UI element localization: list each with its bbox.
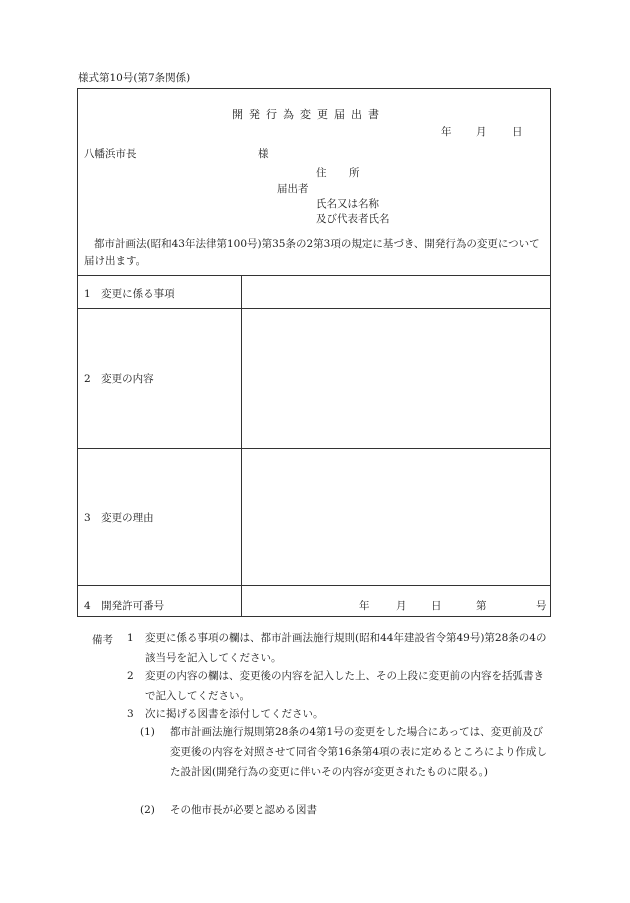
row-label-change-reason: 3 変更の理由 [84,512,154,524]
subnote-2: その他市長が必要と認める図書 [170,804,317,816]
notes-heading: 備考 [92,634,113,646]
permit-month-label: 月 [396,600,407,612]
row-label-change-matter: 1 変更に係る事項 [84,288,175,300]
note-2: 変更の内容の欄は、変更後の内容を記入した上、その上段に変更前の内容を括弧書きで記入してください。 [145,670,544,702]
row-divider-1 [77,275,551,276]
form-number: 様式第10号(第7条関係) [78,72,191,84]
subnote-1: 都市計画法施行規則第28条の4第1号の変更をした場合にあっては、変更前及び変更後の内容を対照させて同省令第16条第4項の表に定めるところにより作成した設計図(開発行為の変更に伴いその内容が変更されたものに限る。) [170,726,548,778]
row-divider-3 [77,448,551,449]
permit-no-prefix: 第 [476,600,487,612]
representative-label: 及び代表者氏名 [316,213,390,225]
note-number-3: 3 [127,708,134,720]
row-divider-2 [77,308,551,309]
permit-no-suffix: 号 [536,600,547,612]
note-1: 変更に係る事項の欄は、都市計画法施行規則(昭和44年建設省令第49号)第28条の4の該当号を記入してください。 [145,632,547,664]
row-label-change-content: 2 変更の内容 [84,373,154,385]
permit-day-label: 日 [431,600,442,612]
honorific: 様 [258,148,269,160]
row-divider-4 [77,585,551,586]
addressee: 八幡浜市長 [84,148,137,160]
date-month-label: 月 [476,126,487,138]
permit-year-label: 年 [359,600,370,612]
form-frame [77,88,551,617]
column-divider [241,275,242,617]
subnote-number-2: (2) [140,804,155,816]
note-number-2: 2 [127,670,134,682]
form-title: 開発行為変更届出書 [232,108,385,121]
address-label-1: 住 [316,167,327,179]
note-number-1: 1 [127,632,134,644]
note-3: 次に掲げる図書を添付してください。 [145,708,324,720]
address-label-2: 所 [349,167,360,179]
date-year-label: 年 [441,126,452,138]
date-day-label: 日 [512,126,523,138]
name-label: 氏名又は名称 [316,198,379,210]
subnote-number-1: (1) [140,726,155,738]
filer-label: 届出者 [277,183,309,195]
row-label-permit-number: 4 開発許可番号 [84,600,165,612]
statement-text: 都市計画法(昭和43年法律第100号)第35条の2第3項の規定に基づき、開発行為の変更について届け出ます。 [84,238,540,267]
